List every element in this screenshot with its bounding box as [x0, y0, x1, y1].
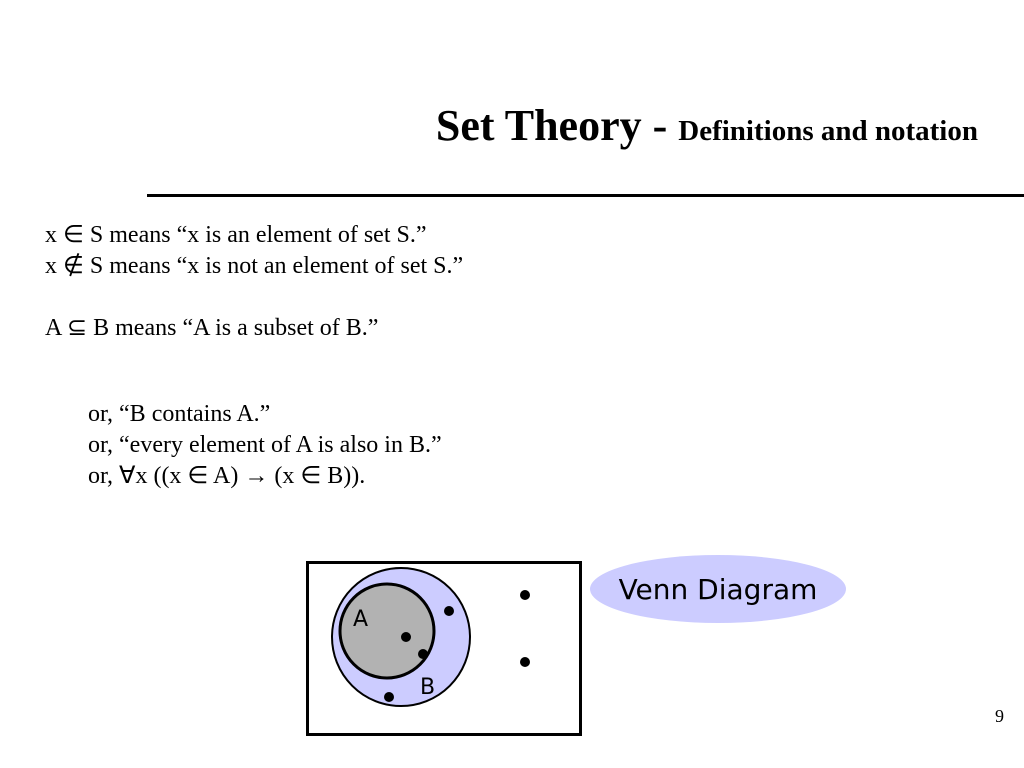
- definition-element-of: x ∈ S means “x is an element of set S.”: [45, 222, 427, 248]
- slide-title: [436, 100, 978, 151]
- subset-alt-contains: or, “B contains A.”: [88, 401, 271, 427]
- element-dot: [444, 606, 454, 616]
- element-dot: [384, 692, 394, 702]
- subset-alt-every-element: or, “every element of A is also in B.”: [88, 432, 442, 458]
- set-a-label: A: [353, 607, 369, 632]
- title-separator: -: [641, 101, 679, 150]
- element-dot: [401, 632, 411, 642]
- element-dot: [418, 649, 428, 659]
- definition-subset: A ⊆ B means “A is a subset of B.”: [45, 315, 379, 341]
- venn-diagram-caption: Venn Diagram: [590, 555, 846, 623]
- title-main: Set Theory: [435, 101, 642, 150]
- element-dot: [520, 590, 530, 600]
- definition-not-element-of: x ∉ S means “x is not an element of set S.”: [45, 253, 464, 279]
- venn-diagram: [306, 561, 582, 736]
- page-number: 9: [995, 706, 1004, 726]
- set-b-label: B: [420, 675, 436, 700]
- subset-alt-formula: or, ∀x ((x ∈ A) → (x ∈ B)).: [88, 463, 366, 489]
- title-divider: [147, 194, 1024, 197]
- title-subtitle: Definitions and notation: [678, 115, 978, 147]
- element-dot: [520, 657, 530, 667]
